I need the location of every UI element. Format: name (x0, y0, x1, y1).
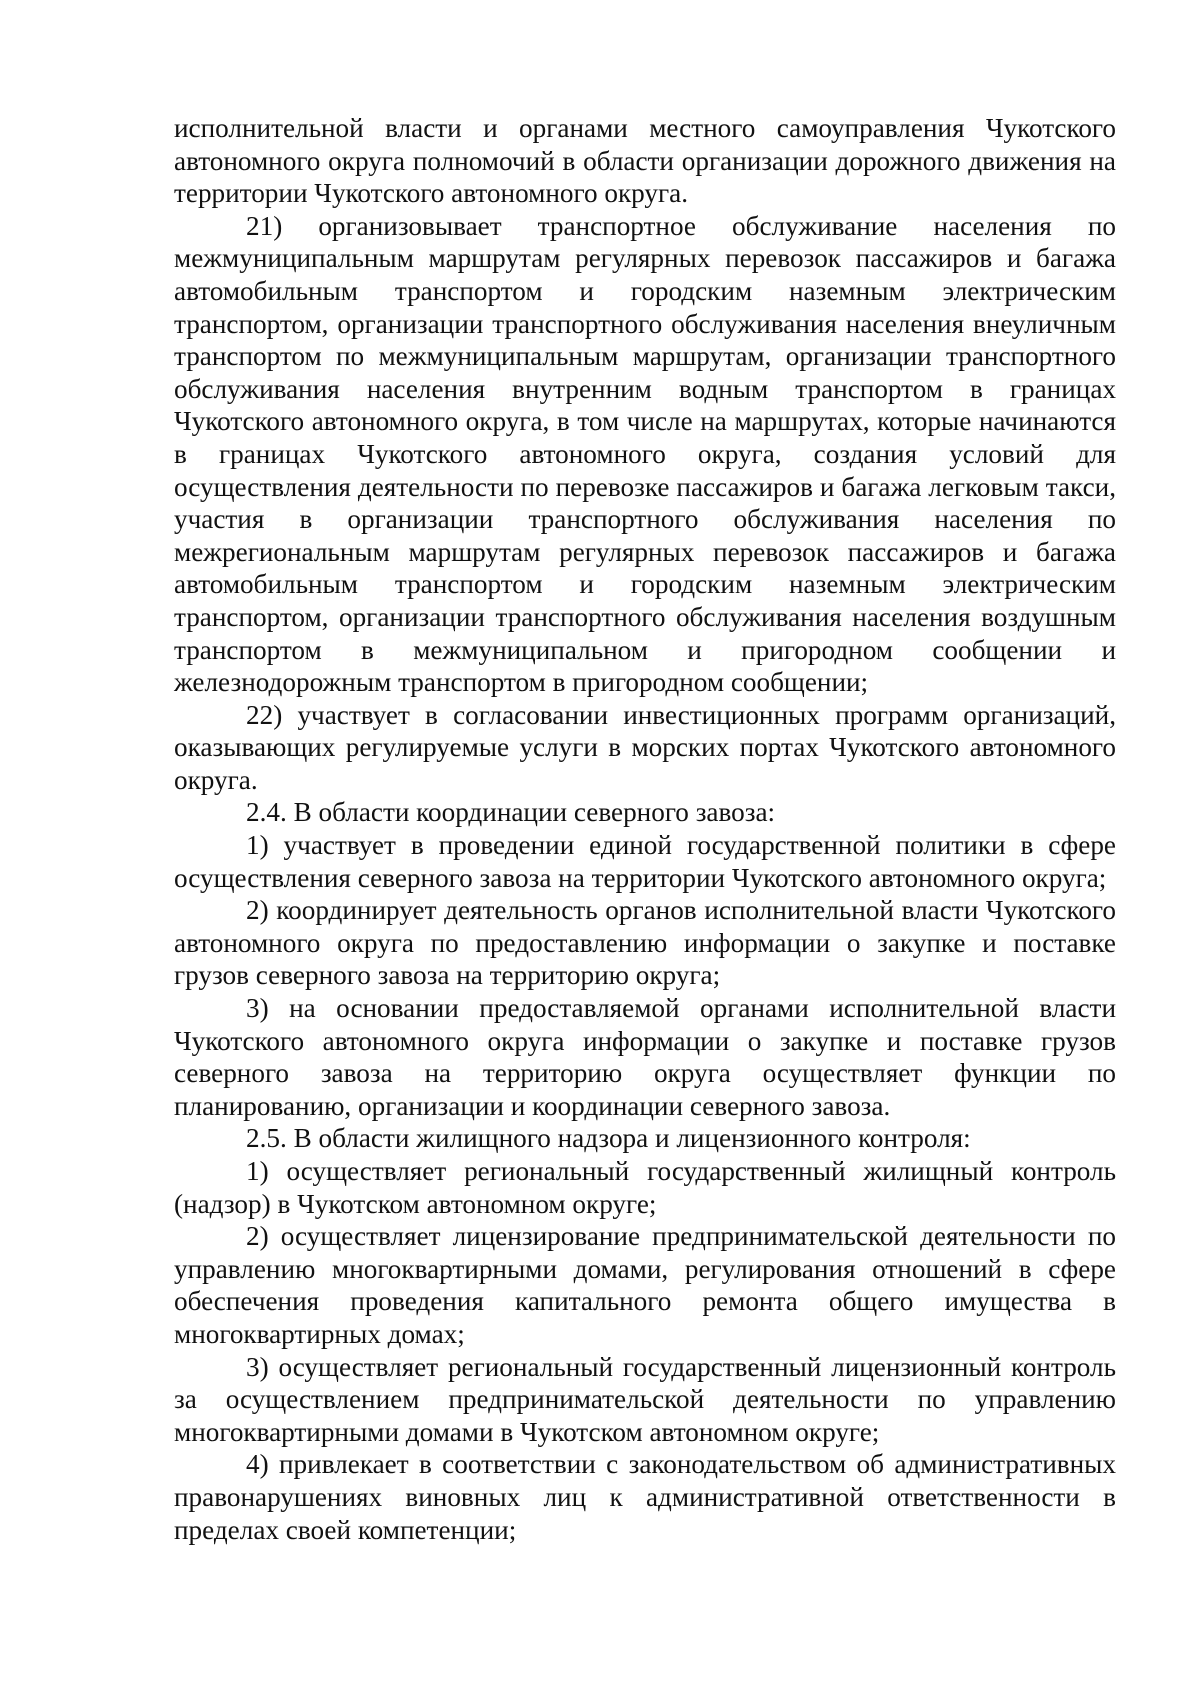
paragraph-continuation: исполнительной власти и органами местного самоуправления Чукотского автономного округа полномочий в области организации дорожного движения на территории Чукотского автономного округа. (174, 113, 1116, 209)
document-page (174, 112, 1116, 1546)
section-heading-2-4: 2.4. В области координации северного завоза: (246, 797, 776, 828)
paragraph-2-5-item-3: 3) осуществляет региональный государственный лицензионный контроль за осуществлением предпринимательской деятельности по управлению многоквартирными домами в Чукотском автономном округе; (174, 1351, 1116, 1447)
section-heading-2-5: 2.5. В области жилищного надзора и лицензионного контроля: (246, 1123, 971, 1154)
paragraph-2-5-item-4: 4) привлекает в соответствии с законодательством об административных правонарушениях виновных лиц к административной ответственности в пределах своей компетенции; (174, 1449, 1116, 1545)
paragraph-item-22: 22) участвует в согласовании инвестиционных программ организаций, оказывающих регулируемые услуги в морских портах Чукотского автономного округа. (174, 699, 1116, 795)
paragraph-2-4-item-2: 2) координирует деятельность органов исполнительной власти Чукотского автономного округа по предоставлению информации о закупке и поставке грузов северного завоза на территорию округа; (174, 895, 1116, 991)
paragraph-2-4-item-1: 1) участвует в проведении единой государственной политики в сфере осуществления северного завоза на территории Чукотского автономного округа; (174, 830, 1116, 893)
paragraph-item-21: 21) организовывает транспортное обслуживание населения по межмуниципальным маршрутам регулярных перевозок пассажиров и багажа автомобильным транспортом и городским наземным электрическим транспортом, организации транспортного обслуживания населения внеуличным транспортом по межмуниципальным маршрутам, организации транспортного обслуживания населения внутренним водным транспортом в границах Чукотского автономного округа, в том числе на маршрутах, которые начинаются в границах Чукотского автономного округа, создания условий для осуществления деятельности по перевозке пассажиров и багажа легковым такси, участия в организации транспортного обслуживания населения по межрегиональным маршрутам регулярных перевозок пассажиров и багажа автомобильным транспортом и городским наземным электрическим транспортом, организации транспортного обслуживания населения воздушным транспортом в межмуниципальном и пригородном сообщении и железнодорожным транспортом в пригородном сообщении; (174, 210, 1116, 698)
paragraph-2-5-item-1: 1) осуществляет региональный государственный жилищный контроль (надзор) в Чукотском автономном округе; (174, 1156, 1116, 1219)
paragraph-2-4-item-3: 3) на основании предоставляемой органами исполнительной власти Чукотского автономного округа информации о закупке и поставке грузов северного завоза на территорию округа осуществляет функции по планированию, организации и координации северного завоза. (174, 993, 1116, 1121)
paragraph-2-5-item-2: 2) осуществляет лицензирование предпринимательской деятельности по управлению многоквартирными домами, регулирования отношений в сфере обеспечения проведения капитального ремонта общего имущества в многоквартирных домах; (174, 1221, 1116, 1349)
